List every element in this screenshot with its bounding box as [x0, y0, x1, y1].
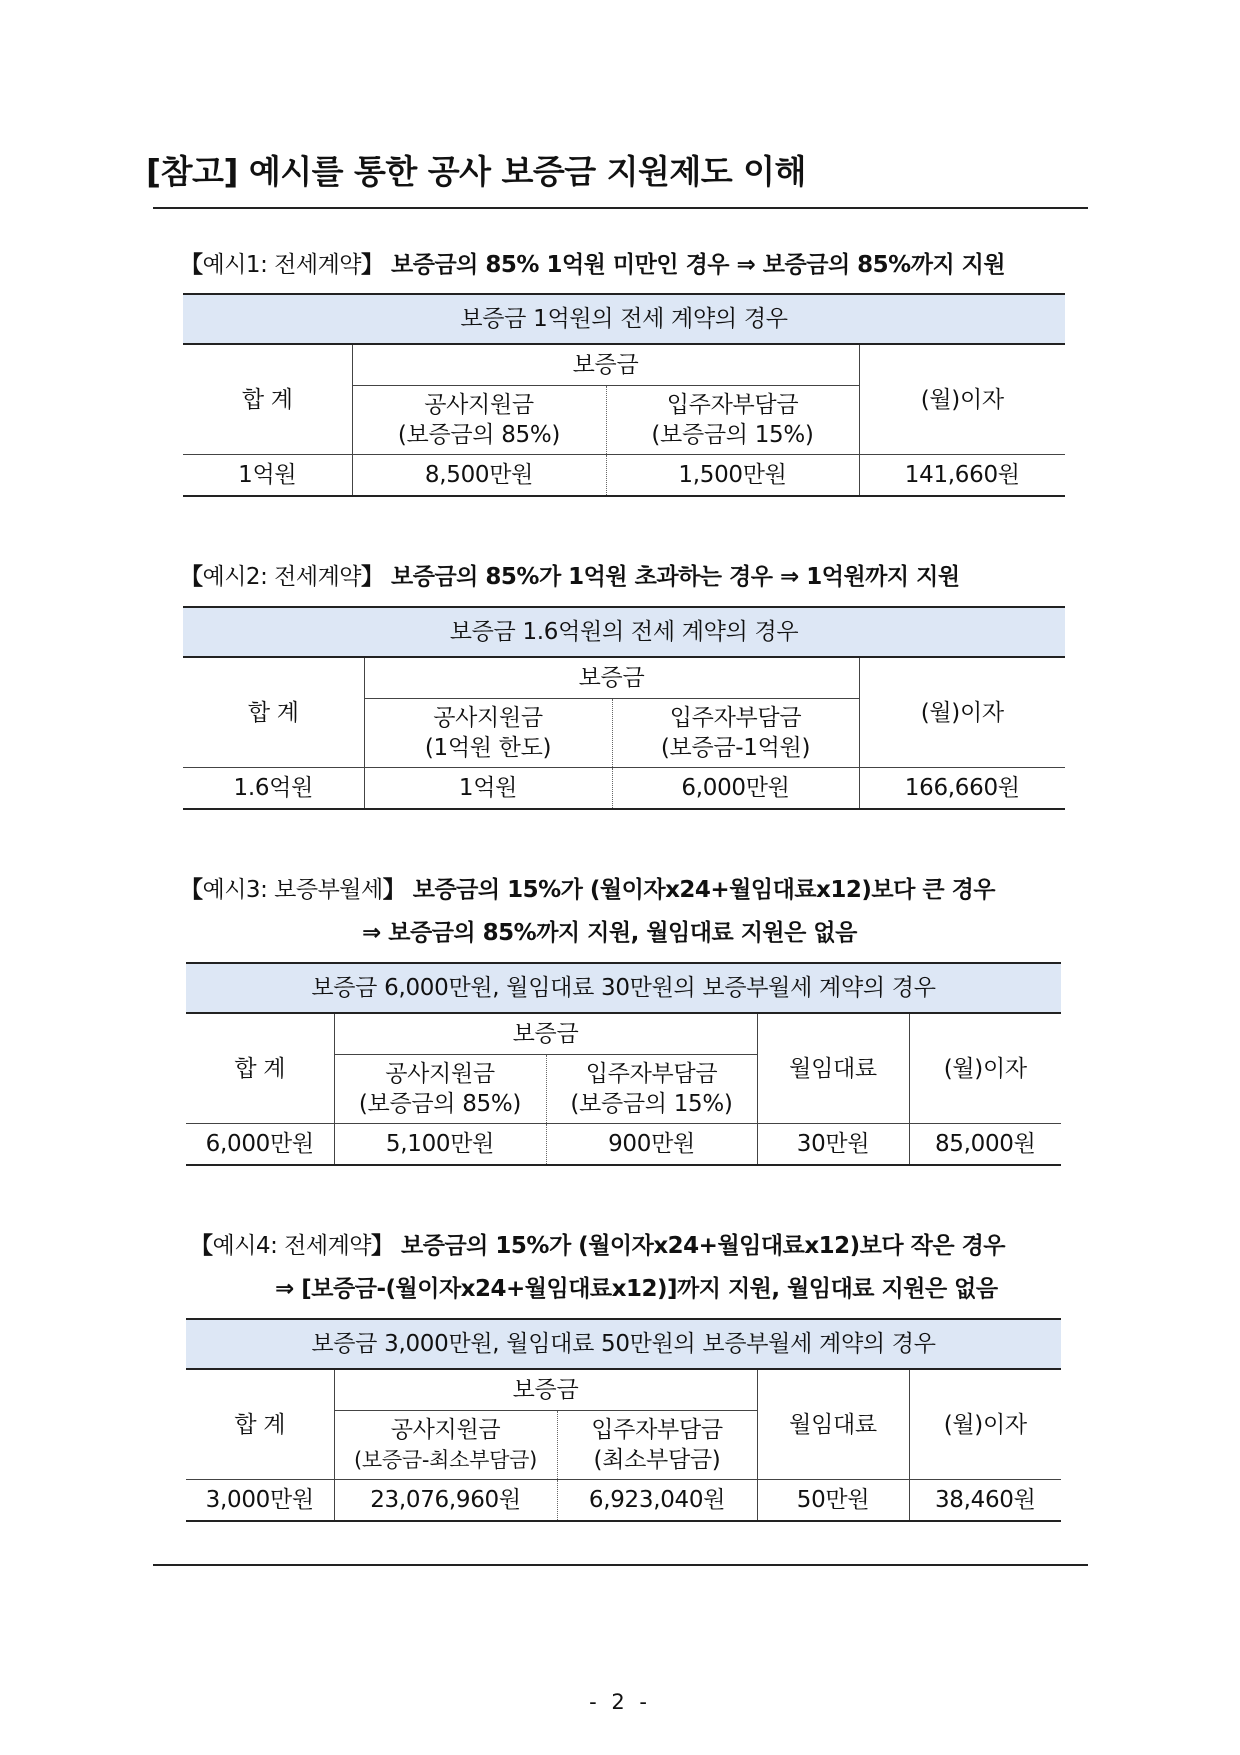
tenant-header [612, 699, 859, 768]
total-header: 합 계 [186, 1369, 334, 1480]
total-header: 합 계 [183, 344, 352, 455]
deposit-header: 보증금 [334, 1013, 757, 1055]
table-caption: 보증금 6,000만원, 월임대료 30만원의 보증부월세 계약의 경우 [186, 963, 1061, 1013]
example-3-table [186, 962, 1061, 1166]
bracket-open: 【 [190, 1233, 213, 1259]
example-4-table [186, 1318, 1061, 1522]
total-value: 6,000만원 [186, 1124, 334, 1166]
support-header-line2: (보증금의 85%) [397, 422, 561, 448]
example-1-heading [180, 246, 1005, 279]
interest-value: 38,460원 [909, 1480, 1061, 1522]
interest-header: (월)이자 [909, 1013, 1061, 1124]
bracket-close: 】 [382, 877, 406, 903]
tenant-header-line2: (보증금-1억원) [660, 735, 811, 761]
rent-header: 월임대료 [757, 1369, 909, 1480]
table-row [183, 455, 1065, 497]
example-label: 예시2: 전세계약 [202, 564, 362, 590]
example-2-heading [180, 558, 960, 591]
total-header: 합 계 [183, 657, 364, 768]
tenant-header-line1: 입주자부담금 [669, 705, 802, 731]
rent-value: 30만원 [757, 1124, 909, 1166]
tenant-value: 6,000만원 [612, 768, 859, 810]
tenant-header-line2: (보증금의 15%) [570, 1091, 733, 1117]
support-header-line2: (보증금-최소부담금) [354, 1448, 537, 1472]
deposit-header: 보증금 [334, 1369, 757, 1411]
support-header [364, 699, 612, 768]
interest-value: 85,000원 [909, 1124, 1061, 1166]
total-value: 1억원 [183, 455, 352, 497]
interest-header: (월)이자 [859, 657, 1065, 768]
bracket-open: 【 [180, 564, 203, 590]
interest-value: 166,660원 [859, 768, 1065, 810]
top-divider [153, 207, 1088, 209]
support-header [334, 1411, 557, 1480]
support-value: 23,076,960원 [334, 1480, 557, 1522]
table-row [183, 768, 1065, 810]
example-description: 보증금의 15%가 (월이자x24+월임대료x12)보다 큰 경우 [405, 877, 996, 903]
deposit-header: 보증금 [364, 657, 859, 699]
bracket-close: 】 [361, 252, 384, 278]
bottom-divider [153, 1564, 1088, 1566]
example-4-heading [190, 1227, 1005, 1260]
table-row [186, 1480, 1061, 1522]
rent-value: 50만원 [757, 1480, 909, 1522]
example-label: 예시4: 전세계약 [212, 1233, 372, 1259]
tenant-value: 1,500만원 [606, 455, 859, 497]
bracket-close: 】 [361, 564, 384, 590]
table-caption: 보증금 1.6억원의 전세 계약의 경우 [183, 607, 1065, 657]
tenant-header-line2: (최소부담금) [593, 1447, 721, 1473]
example-1-table [183, 293, 1065, 497]
support-header-line2: (보증금의 85%) [358, 1091, 522, 1117]
support-header [352, 386, 606, 455]
interest-header: (월)이자 [909, 1369, 1061, 1480]
support-value: 1억원 [364, 768, 612, 810]
tenant-header [546, 1055, 757, 1124]
tenant-value: 6,923,040원 [557, 1480, 757, 1522]
deposit-header: 보증금 [352, 344, 859, 386]
example-3-heading-continued: ⇒ 보증금의 85%까지 지원, 월임대료 지원은 없음 [362, 920, 857, 946]
table-caption: 보증금 1억원의 전세 계약의 경우 [183, 294, 1065, 344]
support-header-line1: 공사지원금 [433, 705, 543, 731]
tenant-header [606, 386, 859, 455]
total-value: 1.6억원 [183, 768, 364, 810]
support-value: 8,500만원 [352, 455, 606, 497]
example-2-table [183, 606, 1065, 810]
tenant-header-line1: 입주자부담금 [591, 1417, 723, 1443]
support-header [334, 1055, 546, 1124]
rent-header: 월임대료 [757, 1013, 909, 1124]
table-row [186, 1124, 1061, 1166]
interest-header: (월)이자 [859, 344, 1065, 455]
support-value: 5,100만원 [334, 1124, 546, 1166]
page-title: [참고] 예시를 통한 공사 보증금 지원제도 이해 [146, 152, 806, 191]
tenant-header-line1: 입주자부담금 [585, 1061, 718, 1087]
bracket-close: 】 [371, 1233, 394, 1259]
example-label: 예시1: 전세계약 [202, 252, 362, 278]
tenant-header-line2: (보증금의 15%) [651, 422, 814, 448]
total-header: 합 계 [186, 1013, 334, 1124]
support-header-line2: (1억원 한도) [424, 735, 552, 761]
support-header-line1: 공사지원금 [424, 392, 534, 418]
tenant-header [557, 1411, 757, 1480]
page-number: - 2 - [589, 1690, 651, 1714]
example-description: 보증금의 85%가 1억원 초과하는 경우 ⇒ 1억원까지 지원 [383, 564, 960, 590]
tenant-value: 900만원 [546, 1124, 757, 1166]
bracket-open: 【 [180, 877, 203, 903]
total-value: 3,000만원 [186, 1480, 334, 1522]
example-label: 예시3: 보증부월세 [202, 877, 383, 903]
bracket-open: 【 [180, 252, 203, 278]
example-description: 보증금의 85% 1억원 미만인 경우 ⇒ 보증금의 85%까지 지원 [383, 252, 1006, 278]
support-header-line1: 공사지원금 [390, 1417, 501, 1443]
example-description: 보증금의 15%가 (월이자x24+월임대료x12)보다 작은 경우 [393, 1233, 1006, 1259]
tenant-header-line1: 입주자부담금 [666, 392, 799, 418]
example-3-heading [180, 871, 995, 904]
interest-value: 141,660원 [859, 455, 1065, 497]
support-header-line1: 공사지원금 [385, 1061, 495, 1087]
table-caption: 보증금 3,000만원, 월임대료 50만원의 보증부월세 계약의 경우 [186, 1319, 1061, 1369]
example-4-heading-continued: ⇒ [보증금-(월이자x24+월임대료x12)]까지 지원, 월임대료 지원은 없음 [275, 1276, 998, 1302]
